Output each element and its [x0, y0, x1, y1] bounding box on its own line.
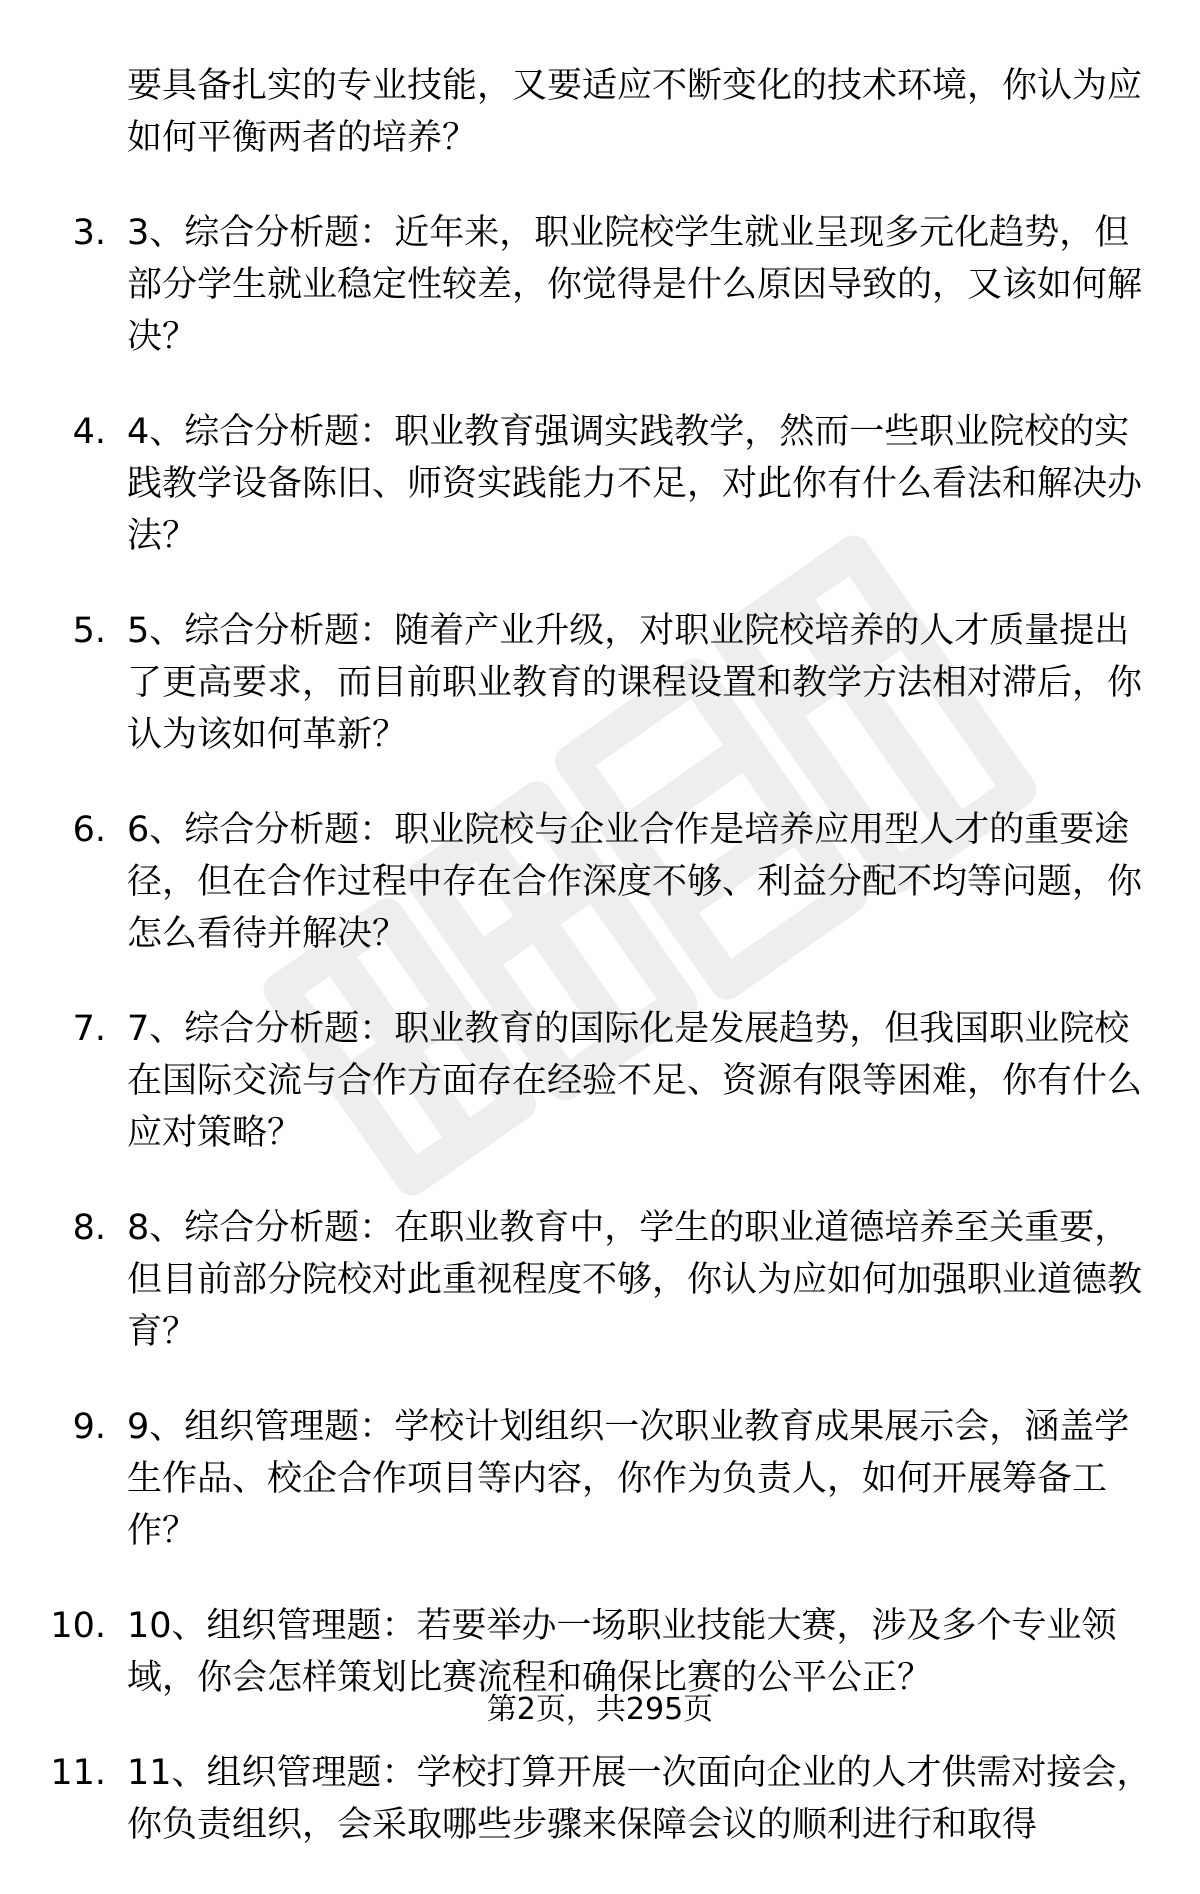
- page-footer: 第2页，共295页: [486, 1692, 714, 1727]
- question-item-4: [0, 406, 1200, 562]
- question-item-9: [0, 1401, 1200, 1557]
- question-list: [0, 60, 1200, 1894]
- question-number: 3.: [72, 213, 106, 253]
- question-item-11: [0, 1747, 1200, 1851]
- question-text: 5、综合分析题：随着产业升级，对职业院校培养的人才质量提出了更高要求，而目前职业教育的课程设置和教学方法相对滞后，你认为该如何革新？: [127, 611, 1143, 755]
- question-item-5: [0, 605, 1200, 761]
- question-text: 4、综合分析题：职业教育强调实践教学，然而一些职业院校的实践教学设备陈旧、师资实践能力不足，对此你有什么看法和解决办法？: [127, 412, 1143, 556]
- question-item-8: [0, 1202, 1200, 1358]
- question-text: 9、组织管理题：学校计划组织一次职业教育成果展示会，涵盖学生作品、校企合作项目等内容，你作为负责人，如何开展筹备工作？: [127, 1407, 1130, 1551]
- question-number: 7.: [72, 1009, 106, 1049]
- question-text: 6、综合分析题：职业院校与企业合作是培养应用型人才的重要途径，但在合作过程中存在合作深度不够、利益分配不均等问题，你怎么看待并解决？: [127, 810, 1143, 954]
- question-item-3: [0, 207, 1200, 363]
- question-number: 6.: [72, 810, 106, 850]
- question-text: 8、综合分析题：在职业教育中，学生的职业道德培养至关重要，但目前部分院校对此重视程度不够，你认为应如何加强职业道德教育？: [127, 1208, 1143, 1352]
- question-item-6: [0, 804, 1200, 960]
- question-item-10: [0, 1600, 1200, 1704]
- question-text: 11、组织管理题：学校打算开展一次面向企业的人才供需对接会，你负责组织，会采取哪些步骤来保障会议的顺利进行和取得: [127, 1753, 1152, 1845]
- question-text: 3、综合分析题：近年来，职业院校学生就业呈现多元化趋势，但部分学生就业稳定性较差，你觉得是什么原因导致的，又该如何解决？: [127, 213, 1143, 357]
- question-number: 5.: [72, 611, 106, 651]
- question-number: 8.: [72, 1208, 106, 1248]
- question-continuation: 要具备扎实的专业技能，又要适应不断变化的技术环境，你认为应如何平衡两者的培养？: [127, 66, 1143, 158]
- question-number: 4.: [72, 412, 106, 452]
- question-text: 10、组织管理题：若要举办一场职业技能大赛，涉及多个专业领域，你会怎样策划比赛流程和确保比赛的公平公正？: [127, 1606, 1117, 1698]
- question-text: 7、综合分析题：职业教育的国际化是发展趋势，但我国职业院校在国际交流与合作方面存在经验不足、资源有限等困难，你有什么应对策略？: [127, 1009, 1143, 1153]
- question-number: 10.: [50, 1606, 106, 1646]
- question-number: 11.: [50, 1753, 106, 1793]
- question-item-7: [0, 1003, 1200, 1159]
- question-number: 9.: [72, 1407, 106, 1447]
